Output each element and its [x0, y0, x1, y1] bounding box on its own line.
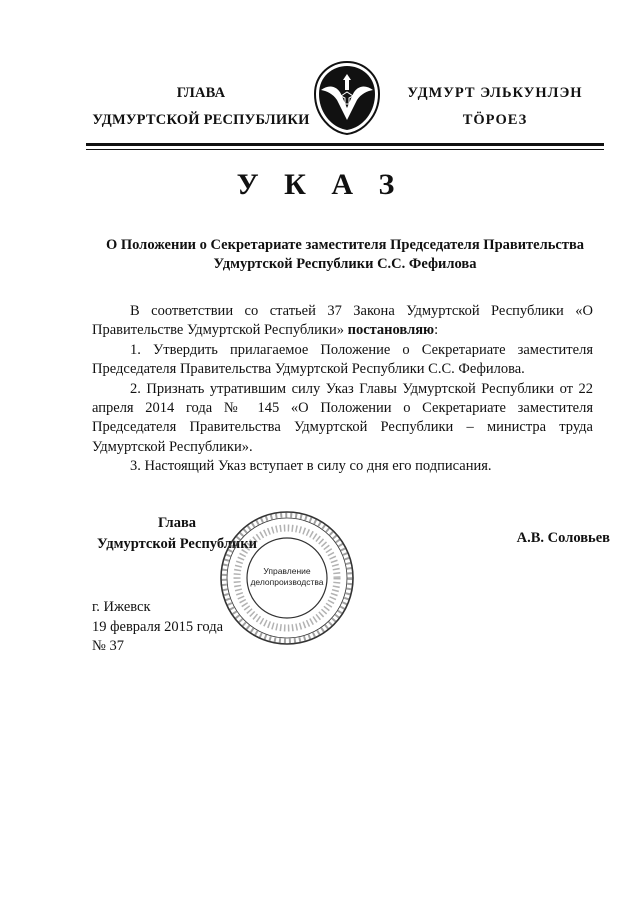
header-left-block [86, 80, 316, 134]
document-subject: О Положении о Секретариате заместителя Председателя Правительства Удмуртской Республики С.С. Фефилова [105, 237, 585, 272]
header-right-line1: УДМУРТ ЭЛЬКУНЛЭН [407, 85, 583, 101]
header-right-block [400, 80, 590, 134]
stamp-line1: Управление [263, 566, 311, 576]
stamp-line2: делопроизводства [250, 577, 324, 587]
document-body [92, 302, 593, 477]
header-divider-thin [86, 149, 604, 150]
udmurt-coat-of-arms-icon [311, 60, 383, 136]
preamble-text: В соответствии со статьей 37 Закона Удмуртской Республики «О Правительстве Удмуртской Республики» [92, 303, 593, 339]
item-1: 1. Утвердить прилагаемое Положение о Секретариате заместителя Председателя Правительства Удмуртской Республики С.С. Фефилова. [92, 341, 593, 378]
decree-date: 19 февраля 2015 года [92, 618, 224, 635]
place-date-number [92, 598, 223, 657]
signatory-position-line2: Удмуртской Республики [97, 536, 257, 552]
stamp-center-text [240, 566, 334, 588]
header-right-line2: ТӦРОЕЗ [462, 112, 528, 128]
preamble-colon: : [434, 322, 439, 339]
item-2: 2. Признать утратившим силу Указ Главы Удмуртской Республики от 22 апреля 2014 года № 145 «О Положении о Секретариате заместителя Председателя Правительства Удмуртской Республики – министра труда Удмуртской Республики». [92, 380, 593, 455]
header-left-line1: ГЛАВА [176, 85, 226, 101]
signatory-name: А.В. Соловьев [516, 530, 610, 546]
header-divider-thick [86, 143, 604, 146]
signatory-position-line1: Глава [157, 515, 197, 531]
header-left-line2: УДМУРТСКОЙ РЕСПУБЛИКИ [92, 112, 310, 128]
document-title: У К А З [236, 168, 404, 201]
decree-number: № 37 [92, 638, 124, 654]
place-city: г. Ижевск [92, 599, 151, 615]
preamble-paragraph [92, 302, 593, 341]
item-3: 3. Настоящий Указ вступает в силу со дня его подписания. [130, 458, 492, 475]
preamble-decree-word: постановляю [347, 322, 435, 339]
